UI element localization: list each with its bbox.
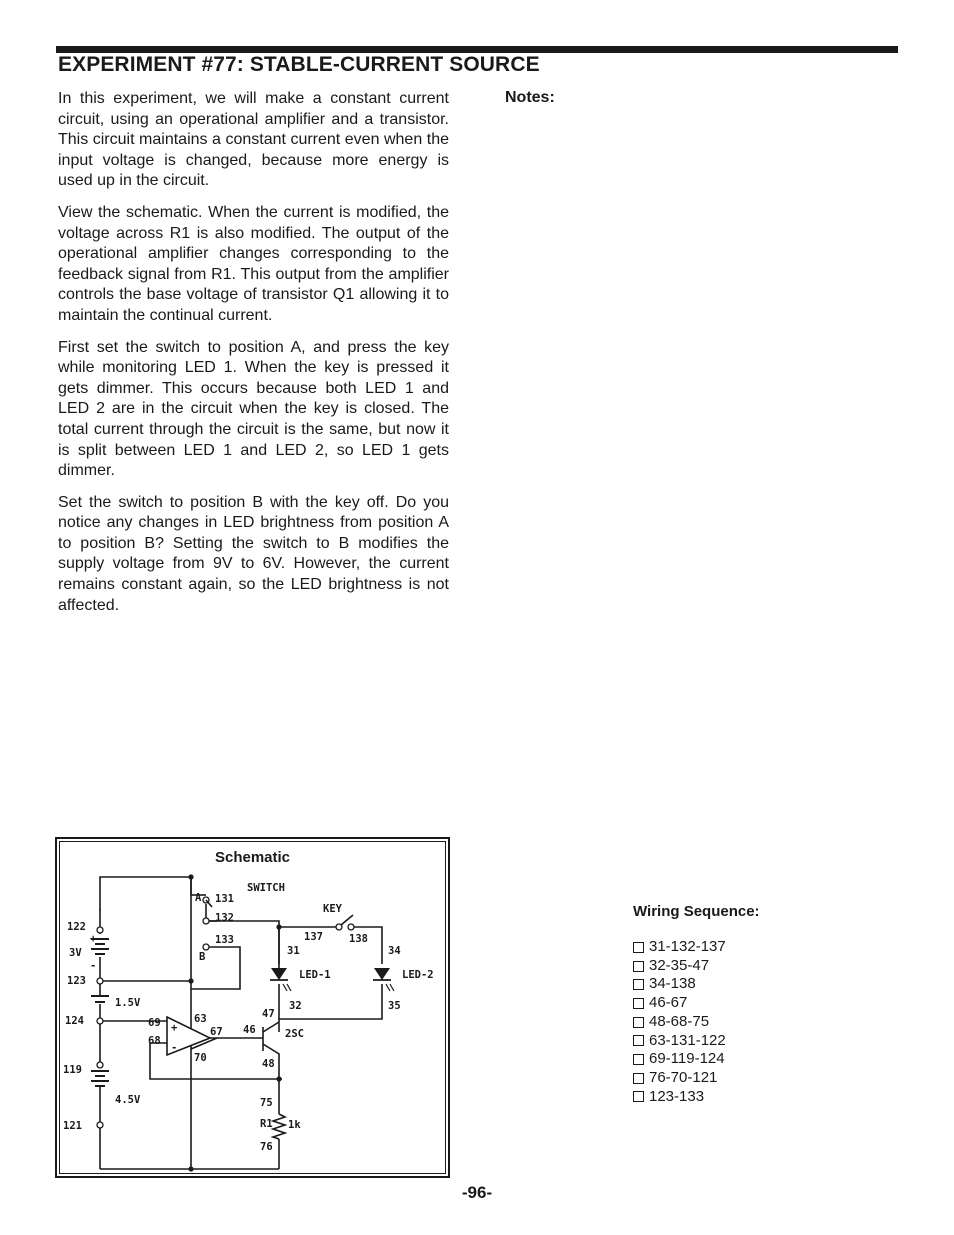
checkbox[interactable] [633, 1017, 644, 1028]
wiring-item [633, 957, 760, 976]
transistor-label: 2SC [285, 1028, 304, 1040]
paragraph: In this experiment, we will make a constant current circuit, using an operational amplifier and a transistor. This circuit maintains a constant current even when the input voltage is changed, because more energy is used up in the circuit. [58, 90, 449, 190]
pin-70: 70 [194, 1052, 207, 1064]
battery-3v-plus: + [90, 933, 97, 945]
checkbox[interactable] [633, 998, 644, 1009]
page-number: -96- [461, 1183, 493, 1202]
wiring-item [633, 1032, 760, 1051]
checkbox[interactable] [633, 1073, 644, 1084]
wiring-item-label: 69-119-124 [649, 1050, 725, 1068]
pin-119: 119 [63, 1064, 82, 1076]
wires [100, 877, 382, 1169]
battery-3v-minus: - [90, 960, 97, 972]
wiring-item-label: 63-131-122 [649, 1031, 726, 1049]
pin-75: 75 [260, 1097, 273, 1109]
wiring-item-label: 31-132-137 [649, 938, 726, 955]
wiring-item [633, 1013, 760, 1032]
wiring-item-label: 48-68-75 [649, 1012, 710, 1030]
pin-32: 32 [289, 1000, 302, 1012]
checkbox[interactable] [633, 1091, 644, 1102]
led-1-symbol [270, 968, 291, 991]
pin-133: 133 [215, 934, 234, 946]
checkbox[interactable] [633, 961, 644, 972]
pin-131: 131 [215, 893, 234, 905]
op-amp-minus: - [171, 1042, 178, 1054]
switch-pos-b: B [199, 951, 206, 963]
r1-value: 1k [288, 1119, 301, 1131]
wiring-item [633, 1069, 760, 1088]
notes-label: Notes: [505, 89, 555, 106]
battery-4-5v-label: 4.5V [115, 1094, 141, 1106]
page-title: EXPERIMENT #77: STABLE-CURRENT SOURCE [58, 53, 540, 76]
checkbox[interactable] [633, 942, 644, 953]
pin-35: 35 [388, 1000, 401, 1012]
pin-47: 47 [262, 1008, 275, 1020]
schematic-box [55, 837, 450, 1178]
wiring-item-label: 76-70-121 [649, 1068, 718, 1086]
top-rule [56, 46, 898, 53]
wiring-item [633, 1050, 760, 1069]
pin-63: 63 [194, 1013, 207, 1025]
paragraph: View the schematic. When the current is modified, the voltage across R1 is also modified. The output of the operational amplifier changes corresponding to the feedback signal from R1. This output from the amplifier controls the base voltage of transistor Q1 allowing it to maintain the continual current. [58, 203, 449, 324]
pin-34: 34 [388, 945, 401, 957]
pin-132: 132 [215, 912, 234, 924]
battery-1-5v [91, 996, 109, 1002]
pin-76: 76 [260, 1141, 273, 1153]
wiring-heading: Wiring Sequence: [633, 903, 760, 920]
paragraph: Set the switch to position B with the key off. Do you notice any changes in LED brightness from position A to position B? Setting the switch to B modifies the supply voltage from 9V to 6V. However, the current remains constant again, so the LED brightness is not affected. [58, 493, 449, 614]
pin-138: 138 [349, 933, 368, 945]
wiring-item [633, 975, 760, 994]
pin-46: 46 [243, 1024, 256, 1036]
battery-1-5v-label: 1.5V [115, 997, 141, 1009]
pin-137: 137 [304, 931, 323, 943]
key-label: KEY [323, 903, 342, 915]
pin-67: 67 [210, 1026, 223, 1038]
pin-31: 31 [287, 945, 300, 957]
wiring-item-label: 123-133 [649, 1087, 705, 1105]
pin-121: 121 [63, 1120, 82, 1132]
r1-label: R1 [260, 1118, 273, 1130]
pin-69: 69 [148, 1017, 161, 1029]
switch-label: SWITCH [247, 882, 285, 894]
body-text [58, 89, 449, 627]
checkbox[interactable] [633, 1054, 644, 1065]
wiring-item-label: 34-138 [649, 975, 696, 993]
wiring-list [633, 938, 760, 1106]
checkbox[interactable] [633, 1035, 644, 1046]
wiring-item-label: 32-35-47 [649, 956, 710, 974]
wiring-sequence [633, 903, 760, 1106]
paragraph: First set the switch to position A, and press the key while monitoring LED 1. When the key is pressed it gets dimmer. This occurs because both LED 1 and LED 2 are in the circuit when the key is closed. The total current through the circuit is the same, but now it is split between LED 1 and LED 2, so LED 1 gets dimmer. [58, 338, 449, 480]
led-2-symbol [373, 968, 394, 991]
resistor-r1-symbol [273, 1114, 285, 1139]
wiring-item [633, 938, 760, 957]
battery-4-5v [91, 1071, 109, 1086]
led-2-label: LED-2 [402, 969, 434, 981]
battery-3v-label: 3V [69, 947, 82, 959]
op-amp-plus: + [171, 1022, 178, 1034]
led-1-label: LED-1 [299, 969, 331, 981]
pin-122: 122 [67, 921, 86, 933]
wiring-item [633, 994, 760, 1013]
wiring-item-label: 46-67 [649, 994, 688, 1012]
schematic-title: Schematic [214, 849, 291, 866]
pin-124: 124 [65, 1015, 84, 1027]
wiring-item [633, 1088, 760, 1107]
pin-48: 48 [262, 1058, 275, 1070]
pin-123: 123 [67, 975, 86, 987]
switch-pos-a: A [195, 892, 202, 904]
checkbox[interactable] [633, 979, 644, 990]
pin-68: 68 [148, 1035, 161, 1047]
schematic-diagram [57, 839, 448, 1176]
